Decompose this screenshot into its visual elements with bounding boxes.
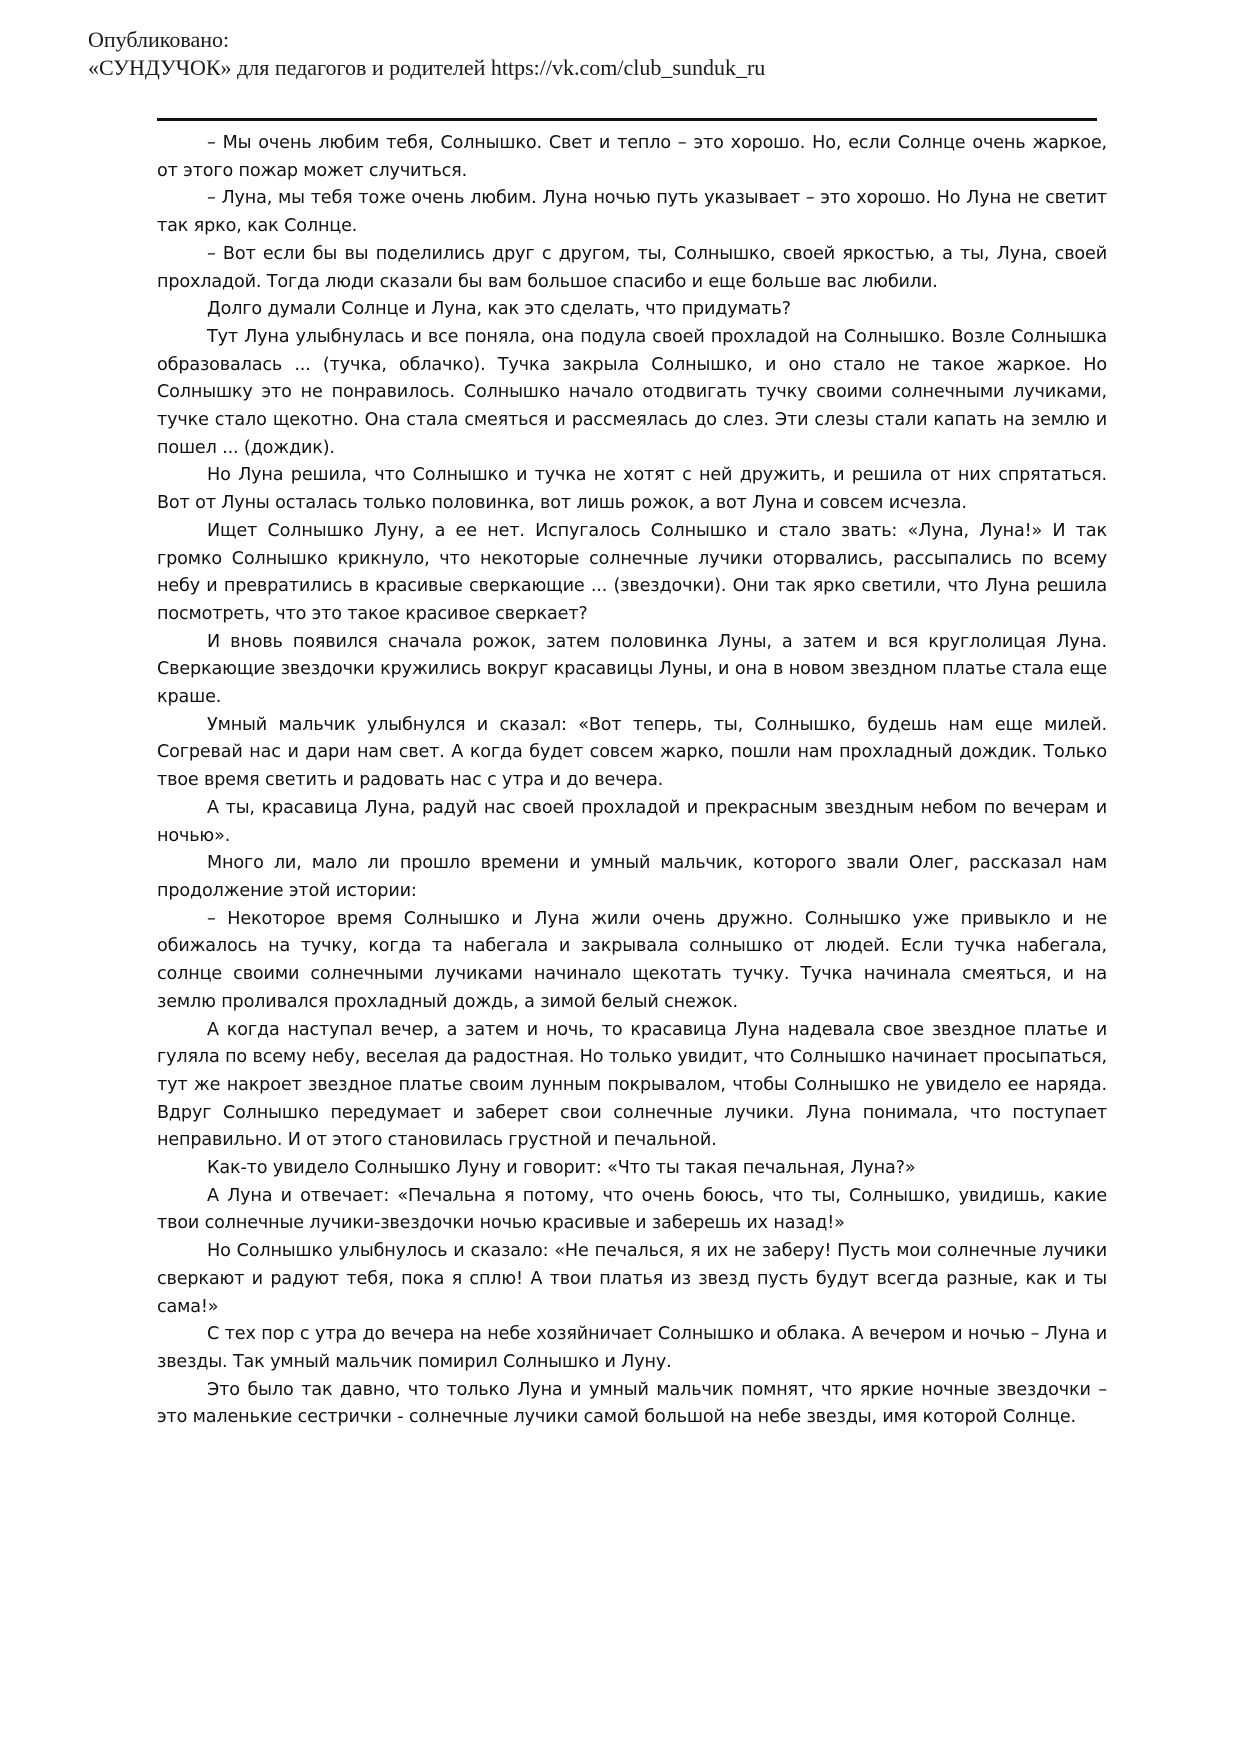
paragraph: – Вот если бы вы поделились друг с другом, ты, Солнышко, своей яркостью, а ты, Луна, своей прохладой. Тогда люди сказали бы вам большое спасибо и еще больше вас любили. — [157, 243, 1107, 292]
paragraph: Тут Луна улыбнулась и все поняла, она подула своей прохладой на Солнышко. Возле Солнышка образовалась ... (тучка, облачко). Тучка закрыла Солнышко, и оно стало не такое жаркое. Но Солнышку это не понравилось. Солнышко начало отодвигать тучку своими солнечными лучиками, тучке стало щекотно. Она стала смеяться и рассмеялась до слез. Эти слезы стали капать на землю и пошел ... (дождик). — [157, 326, 1107, 458]
header-divider — [157, 118, 1097, 121]
source-line: «СУНДУЧОК» для педагогов и родителей https://vk.com/club_sunduk_ru — [88, 55, 766, 80]
paragraph: И вновь появился сначала рожок, затем половинка Луны, а затем и вся круглолицая Луна. Сверкающие звездочки кружились вокруг красавицы Луны, и она в новом звездном платье стала еще краше. — [157, 631, 1107, 708]
published-label: Опубликовано: — [88, 27, 230, 52]
paragraph: – Луна, мы тебя тоже очень любим. Луна ночью путь указывает – это хорошо. Но Луна не светит так ярко, как Солнце. — [157, 188, 1107, 237]
paragraph: Но Солнышко улыбнулось и сказало: «Не печалься, я их не заберу! Пусть мои солнечные лучики сверкают и радуют тебя, пока я сплю! А твои платья из звезд пусть будут всегда разные, как и ты сама!» — [157, 1241, 1107, 1317]
paragraph: А Луна и отвечает: «Печальна я потому, что очень боюсь, что ты, Солнышко, увидишь, какие твои солнечные лучики-звездочки ночью красивые и заберешь их назад!» — [157, 1185, 1107, 1234]
paragraph: Это было так давно, что только Луна и умный мальчик помнят, что яркие ночные звездочки – это маленькие сестрички - солнечные лучики самой большой на небе звезды, имя которой Солнце. — [157, 1379, 1107, 1428]
paragraph: – Мы очень любим тебя, Солнышко. Свет и тепло – это хорошо. Но, если Солнце очень жаркое, от этого пожар может случиться. — [157, 133, 1107, 181]
paragraph: Много ли, мало ли прошло времени и умный мальчик, которого звали Олег, рассказал нам продолжение этой истории: — [157, 853, 1107, 901]
story-text — [157, 130, 1107, 1432]
paragraph: Как-то увидело Солнышко Луну и говорит: «Что ты такая печальная, Луна?» — [207, 1158, 916, 1179]
paragraph: С тех пор с утра до вечера на небе хозяйничает Солнышко и облака. А вечером и ночью – Луна и звезды. Так умный мальчик помирил Солнышко и Луну. — [157, 1324, 1107, 1372]
paragraph: Умный мальчик улыбнулся и сказал: «Вот теперь, ты, Солнышко, будешь нам еще милей. Согревай нас и дари нам свет. А когда будет совсем жарко, пошли нам прохладный дождик. Только твое время светить и радовать нас с утра и до вечера. — [157, 714, 1107, 791]
paragraph: Ищет Солнышко Луну, а ее нет. Испугалось Солнышко и стало звать: «Луна, Луна!» И так громко Солнышко крикнуло, что некоторые солнечные лучики оторвались, рассыпались по всему небу и превратились в красивые сверкающие ... (звездочки). Они так ярко светили, что Луна решила посмотреть, что это такое красивое сверкает? — [157, 520, 1107, 624]
paragraph: – Некоторое время Солнышко и Луна жили очень дружно. Солнышко уже привыкло и не обижалось на тучку, когда та набегала и закрывала солнышко от людей. Если тучка набегала, солнце своими солнечными лучиками начинало щекотать тучку. Тучка начинала смеяться, и на землю проливался прохладный дождь, а зимой белый снежок. — [157, 908, 1107, 1012]
paragraph: А ты, красавица Луна, радуй нас своей прохладой и прекрасным звездным небом по вечерам и ночью». — [157, 797, 1107, 846]
paragraph: Но Луна решила, что Солнышко и тучка не хотят с ней дружить, и решила от них спрятаться. Вот от Луны осталась только половинка, вот лишь рожок, а вот Луна и совсем исчезла. — [157, 465, 1107, 514]
paragraph: А когда наступал вечер, а затем и ночь, то красавица Луна надевала свое звездное платье и гуляла по всему небу, веселая да радостная. Но только увидит, что Солнышко начинает просыпаться, тут же накроет звездное платье своим лунным покрывалом, чтобы Солнышко не увидело ее наряда. Вдруг Солнышко передумает и заберет свои солнечные лучики. Луна понимала, что поступает неправильно. И от этого становилась грустной и печальной. — [157, 1019, 1107, 1151]
publication-header — [88, 26, 765, 82]
paragraph: Долго думали Солнце и Луна, как это сделать, что придумать? — [207, 299, 791, 320]
